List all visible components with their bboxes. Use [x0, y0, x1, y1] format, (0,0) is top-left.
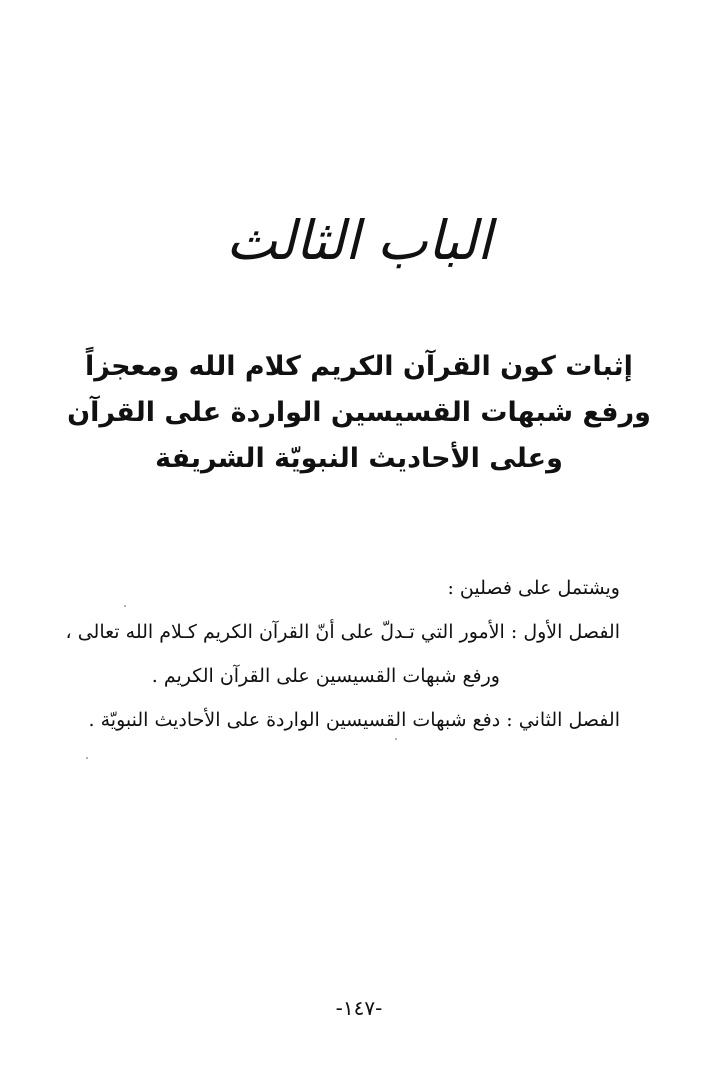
contents-chapter-1-continued: ورفع شبهات القسيسين على القرآن الكريم . — [151, 665, 500, 687]
chapter-1-text: الأمور التي تـدلّ على أنّ القرآن الكريم كـلام الله تعالى ، — [65, 621, 505, 643]
contents-chapter-2 — [80, 698, 620, 742]
chapter-2-label: الفصل الثاني : — [506, 709, 620, 731]
chapter-title-line-3: وعلى الأحاديث النبويّة الشريفة — [155, 443, 563, 474]
chapter-heading: الباب الثالث — [226, 209, 492, 272]
scan-speck — [86, 757, 88, 759]
chapter-title-line-1: إثبات كون القرآن الكريم كلام الله ومعجزاً — [85, 351, 633, 382]
chapter-title — [0, 344, 718, 482]
chapter-1-label: الفصل الأول : — [510, 621, 620, 643]
chapter-title-line-2: ورفع شبهات القسيسين الواردة على القرآن — [67, 397, 651, 428]
scan-speck — [395, 738, 397, 740]
chapter-2-text: دفع شبهات القسيسين الواردة على الأحاديث النبويّة . — [88, 709, 501, 731]
contents-intro: ويشتمل على فصلين : — [447, 577, 620, 599]
contents-chapter-1 — [65, 610, 620, 654]
scan-speck — [124, 605, 126, 607]
page-number: -١٤٧- — [335, 996, 383, 1020]
chapter-contents — [65, 566, 620, 742]
